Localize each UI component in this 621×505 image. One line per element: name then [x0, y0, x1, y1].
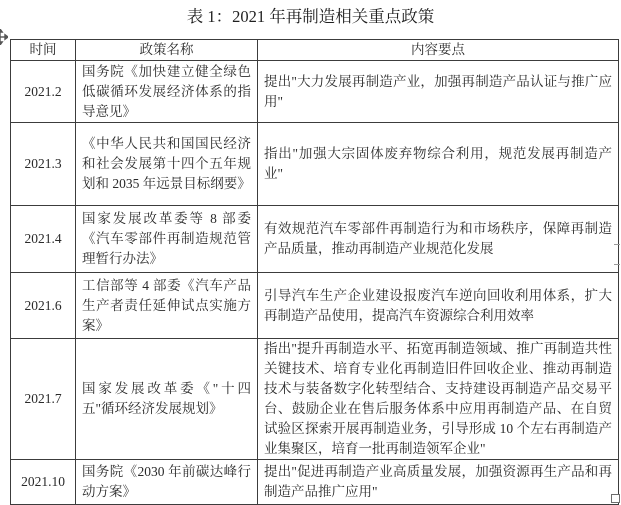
cell-content[interactable]: 提出"促进再制造产业高质量发展，加强资源再生产品和再制造产品推广应用" — [258, 460, 619, 505]
cell-date[interactable]: 2021.6 — [11, 273, 76, 339]
cell-policy-name[interactable]: 工信部等 4 部委《汽车产品生产者责任延伸试点实施方案》 — [76, 273, 258, 339]
cell-policy-name[interactable]: 《中华人民共和国国民经济和社会发展第十四个五年规划和 2035 年远景目标纲要》 — [76, 123, 258, 206]
cell-date[interactable]: 2021.10 — [11, 460, 76, 505]
table-title: 表 1：2021 年再制造相关重点政策 — [186, 7, 435, 26]
table-move-handle-icon[interactable] — [0, 29, 8, 45]
table-resize-handle-icon[interactable] — [611, 494, 620, 503]
cell-content[interactable]: 指出"加强大宗固体废弃物综合利用，规范发展再制造产业" — [258, 123, 619, 206]
cell-content[interactable]: 提出"大力发展再制造产业，加强再制造产品认证与推广应用" — [258, 61, 619, 123]
header-cell-policy-name[interactable]: 政策名称 — [76, 40, 258, 61]
header-cell-time[interactable]: 时间 — [11, 40, 76, 61]
cell-date[interactable]: 2021.7 — [11, 339, 76, 460]
cell-policy-name[interactable]: 国务院《2030 年前碳达峰行动方案》 — [76, 460, 258, 505]
table-header-row — [11, 40, 619, 61]
cell-content[interactable]: 有效规范汽车零部件再制造行为和市场秩序，保障再制造产品质量，推动再制造产业规范化发展 — [258, 206, 619, 273]
table-row — [11, 460, 619, 505]
cell-date[interactable]: 2021.4 — [11, 206, 76, 273]
cell-policy-name[interactable]: 国家发展改革委《"十四五"循环经济发展规划》 — [76, 339, 258, 460]
table-row — [11, 123, 619, 206]
cell-policy-name[interactable]: 国务院《加快建立健全绿色低碳循环发展经济体系的指导意见》 — [76, 61, 258, 123]
cell-date[interactable]: 2021.2 — [11, 61, 76, 123]
policy-table — [10, 39, 619, 505]
cell-date[interactable]: 2021.3 — [11, 123, 76, 206]
margin-tick-icon — [614, 244, 620, 245]
table-row — [11, 339, 619, 460]
table-row — [11, 273, 619, 339]
cell-content[interactable]: 指出"提升再制造水平、拓宽再制造领域、推广再制造共性关键技术、培育专业化再制造旧件回收企业、推动再制造技术与装备数字化转型结合、支持建设再制造产品交易平台、鼓励企业在售后服务体系中应用再制造产品、在自贸试验区探索开展再制造业务，引导形成 10 个左右再制造产业集聚区，培育一批再制造领军企业" — [258, 339, 619, 460]
table-row — [11, 206, 619, 273]
table-row — [11, 61, 619, 123]
cell-content[interactable]: 引导汽车生产企业建设报废汽车逆向回收利用体系，扩大再制造产品使用，提高汽车资源综合利用效率 — [258, 273, 619, 339]
cell-policy-name[interactable]: 国家发展改革委等 8 部委《汽车零部件再制造规范管理暂行办法》 — [76, 206, 258, 273]
margin-tick-icon — [614, 264, 620, 265]
header-cell-content-points[interactable]: 内容要点 — [258, 40, 619, 61]
